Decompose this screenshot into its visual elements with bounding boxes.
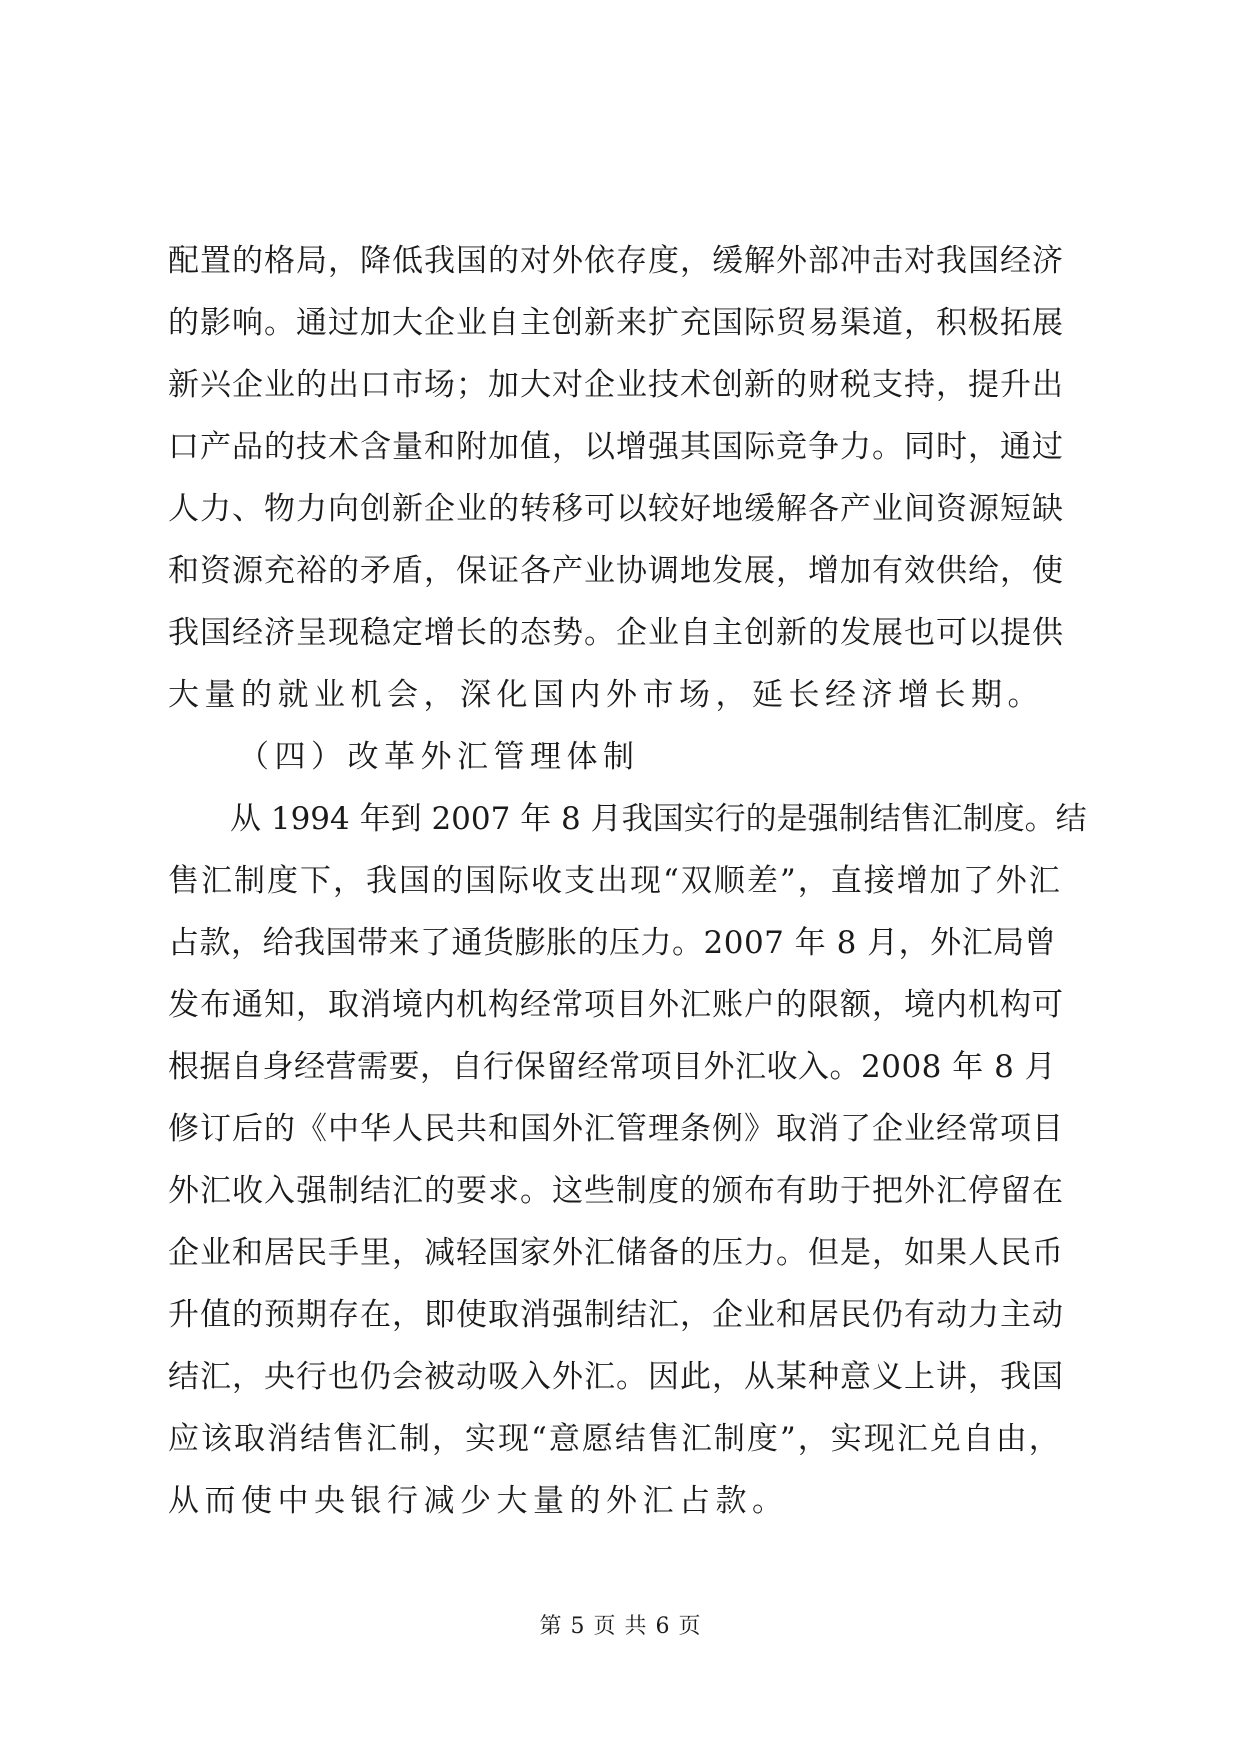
page-indicator: 第 5 页 共 6 页 (539, 1614, 702, 1639)
text-line: 企业和居民手里，减轻国家外汇储备的压力。但是，如果人民币 (168, 1235, 1064, 1271)
document-body (168, 230, 1087, 1532)
text-line: 根据自身经营需要，自行保留经常项目外汇收入。2008 年 8 月 (168, 1049, 1057, 1085)
section-heading: （四）改革外汇管理体制 (238, 739, 640, 775)
text-line: 应该取消结售汇制，实现“意愿结售汇制度”，实现汇兑自由， (168, 1421, 1062, 1457)
text-line: 口产品的技术含量和附加值，以增强其国际竞争力。同时，通过 (168, 429, 1064, 465)
text-line: 和资源充裕的矛盾，保证各产业协调地发展，增加有效供给，使 (168, 553, 1064, 589)
text-line: 新兴企业的出口市场；加大对企业技术创新的财税支持，提升出 (168, 367, 1064, 403)
text-line: 人力、物力向创新企业的转移可以较好地缓解各产业间资源短缺 (168, 491, 1064, 527)
text-line: 升值的预期存在，即使取消强制结汇，企业和居民仍有动力主动 (168, 1297, 1064, 1333)
text-line: 配置的格局，降低我国的对外依存度，缓解外部冲击对我国经济 (168, 243, 1064, 279)
text-line: 我国经济呈现稳定增长的态势。企业自主创新的发展也可以提供 (168, 615, 1064, 651)
text-line: 修订后的《中华人民共和国外汇管理条例》取消了企业经常项目 (168, 1111, 1064, 1147)
text-line: 从而使中央银行减少大量的外汇占款。 (168, 1483, 789, 1519)
text-line: 大量的就业机会，深化国内外市场，延长经济增长期。 (168, 677, 1044, 713)
text-line: 结汇，央行也仍会被动吸入外汇。因此，从某种意义上讲，我国 (168, 1359, 1064, 1395)
text-line: 从 1994 年到 2007 年 8 月我国实行的是强制结售汇制度。结 (230, 801, 1087, 837)
text-line: 发布通知，取消境内机构经常项目外汇账户的限额，境内机构可 (168, 987, 1064, 1023)
text-line: 的影响。通过加大企业自主创新来扩充国际贸易渠道，积极拓展 (168, 305, 1064, 341)
text-line: 售汇制度下，我国的国际收支出现“双顺差”，直接增加了外汇 (168, 863, 1062, 899)
text-line: 外汇收入强制结汇的要求。这些制度的颁布有助于把外汇停留在 (168, 1173, 1064, 1209)
text-line: 占款，给我国带来了通货膨胀的压力。2007 年 8 月，外汇局曾 (168, 925, 1057, 961)
page-footer (0, 1612, 1241, 1642)
